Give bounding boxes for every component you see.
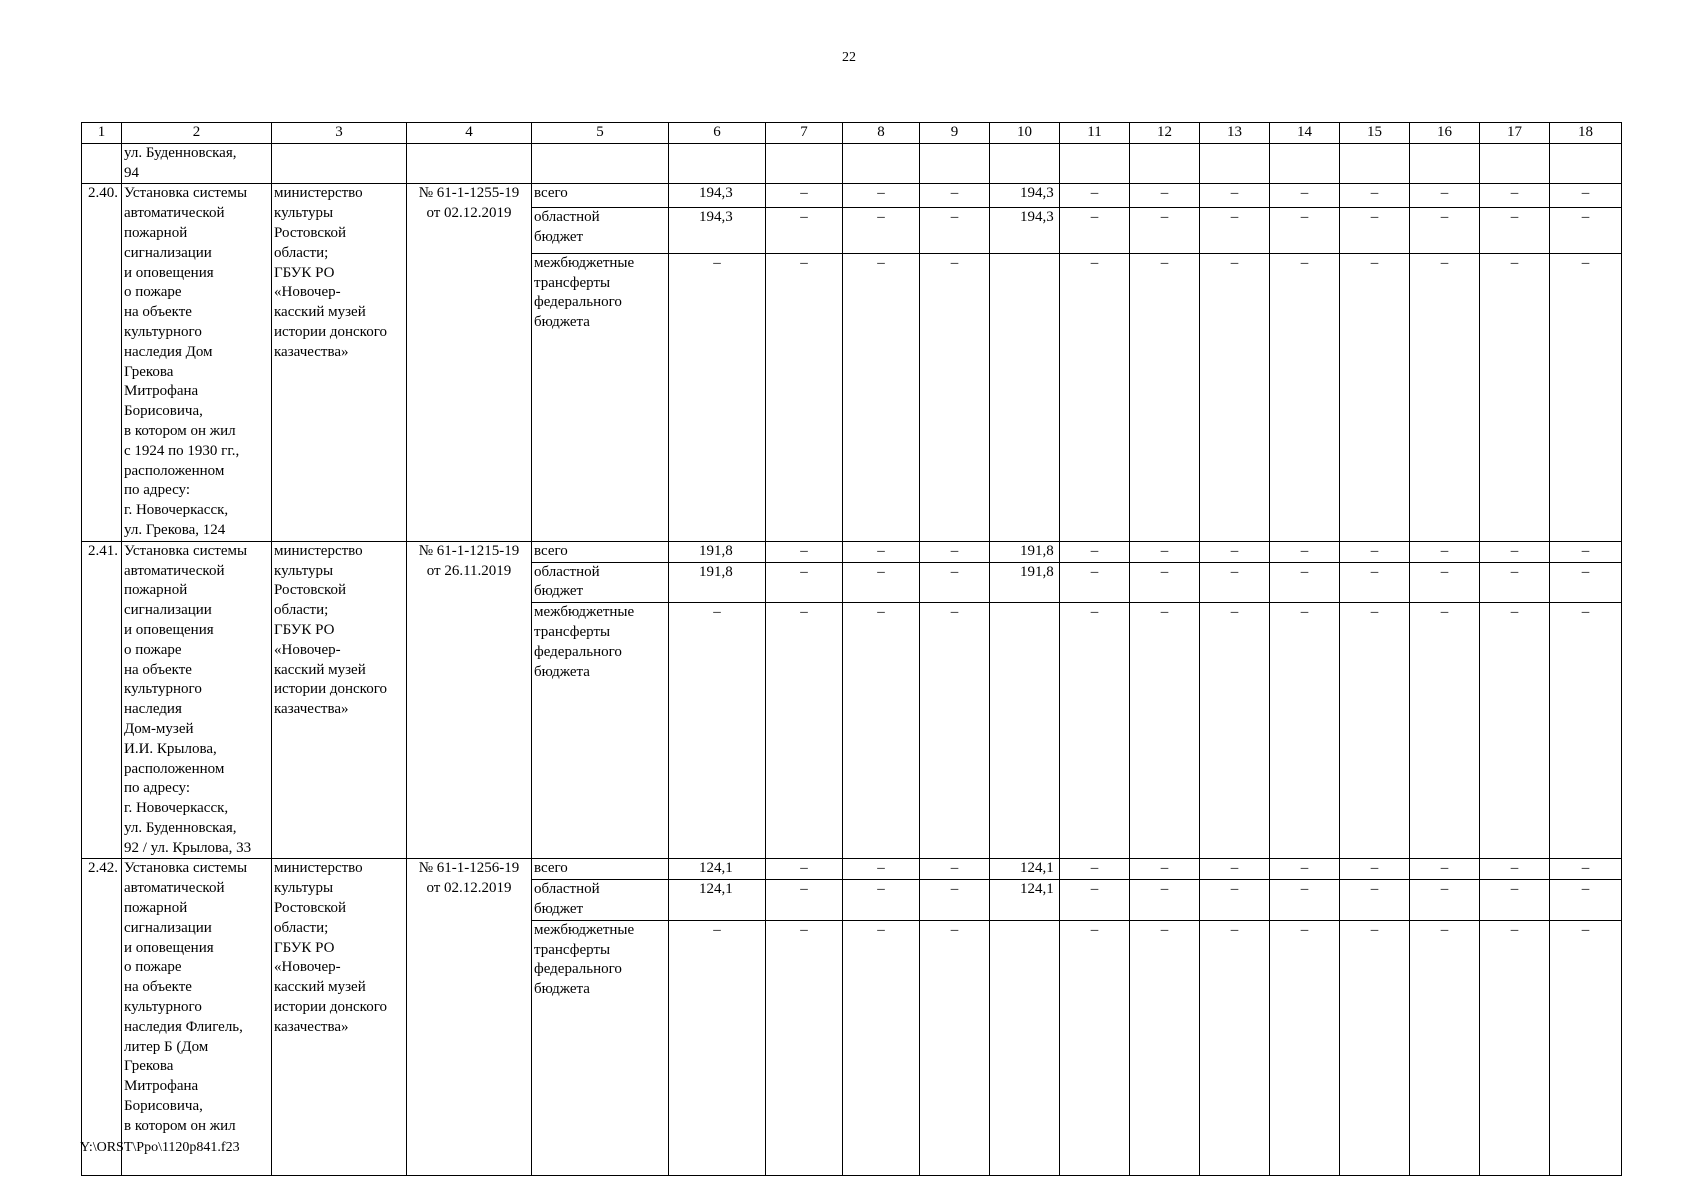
- column-number-header: 6: [669, 123, 766, 144]
- value-cell: –: [766, 880, 843, 921]
- value-cell: –: [1060, 859, 1130, 880]
- row-number: 2.42.: [82, 859, 122, 1175]
- column-number-header: 9: [920, 123, 990, 144]
- value-cell: –: [1340, 562, 1410, 603]
- value-cell: –: [1270, 184, 1340, 207]
- funding-source: областной бюджет: [532, 207, 669, 253]
- value-cell: 191,8: [669, 562, 766, 603]
- row-number: 2.41.: [82, 541, 122, 859]
- value-cell: –: [1550, 880, 1622, 921]
- row-organization: министерство культуры Ростовской области; ГБУК РО «Новочер- касский музей истории донского казачества»: [272, 541, 407, 859]
- value-cell: –: [1410, 184, 1480, 207]
- value-cell: –: [843, 603, 920, 859]
- value-cell: –: [1270, 920, 1340, 1175]
- value-cell: –: [1410, 253, 1480, 541]
- value-cell: –: [1270, 253, 1340, 541]
- value-cell: –: [1480, 253, 1550, 541]
- value-cell: –: [1130, 184, 1200, 207]
- value-cell: –: [766, 859, 843, 880]
- column-number-header: 10: [990, 123, 1060, 144]
- value-cell: –: [843, 184, 920, 207]
- value-cell: –: [843, 541, 920, 562]
- value-cell: –: [1270, 541, 1340, 562]
- value-cell: –: [843, 562, 920, 603]
- value-cell: –: [1340, 541, 1410, 562]
- column-number-header: 18: [1550, 123, 1622, 144]
- value-cell: 191,8: [669, 541, 766, 562]
- value-cell: 194,3: [669, 207, 766, 253]
- value-cell: –: [1340, 920, 1410, 1175]
- funding-source: областной бюджет: [532, 880, 669, 921]
- row-organization: министерство культуры Ростовской области; ГБУК РО «Новочер- касский музей истории донского казачества»: [272, 859, 407, 1175]
- value-cell: –: [1060, 603, 1130, 859]
- funding-source: межбюджетные трансферты федерального бюджета: [532, 920, 669, 1175]
- value-cell: –: [1200, 880, 1270, 921]
- funding-source: всего: [532, 859, 669, 880]
- value-cell: –: [766, 920, 843, 1175]
- value-cell: 124,1: [669, 859, 766, 880]
- value-cell: 191,8: [990, 562, 1060, 603]
- column-number-header: 15: [1340, 123, 1410, 144]
- continuation-description: ул. Буденновская, 94: [122, 143, 272, 184]
- value-cell: –: [843, 253, 920, 541]
- value-cell: 124,1: [990, 859, 1060, 880]
- value-cell: –: [766, 541, 843, 562]
- value-cell: –: [1060, 562, 1130, 603]
- value-cell: –: [1480, 184, 1550, 207]
- value-cell: –: [1060, 184, 1130, 207]
- value-cell: –: [1480, 920, 1550, 1175]
- value-cell: –: [1340, 859, 1410, 880]
- value-cell: 124,1: [990, 880, 1060, 921]
- row-description: Установка системы автоматической пожарной сигнализации и оповещения о пожаре на объекте культурного наследия Дом-музей И.И. Крылова, расположенном по адресу: г. Новочеркасск, ул. Буденновская, 92 / ул. Крылова, 33: [122, 541, 272, 859]
- footer-file-path: Y:\ORST\Ppo\1120p841.f23: [80, 1140, 240, 1155]
- value-cell: –: [1340, 603, 1410, 859]
- value-cell: –: [1130, 253, 1200, 541]
- value-cell: –: [1480, 541, 1550, 562]
- value-cell: –: [843, 207, 920, 253]
- value-cell: –: [766, 603, 843, 859]
- value-cell: –: [1130, 880, 1200, 921]
- value-cell: –: [1060, 253, 1130, 541]
- value-cell: –: [1410, 207, 1480, 253]
- value-cell: –: [1270, 562, 1340, 603]
- value-cell: –: [1550, 541, 1622, 562]
- value-cell: –: [1200, 920, 1270, 1175]
- column-number-header: 1: [82, 123, 122, 144]
- column-number-header: 2: [122, 123, 272, 144]
- value-cell: –: [1340, 184, 1410, 207]
- value-cell: –: [669, 253, 766, 541]
- table-row: [82, 859, 1622, 880]
- value-cell: 124,1: [669, 880, 766, 921]
- value-cell: –: [920, 184, 990, 207]
- value-cell: –: [669, 603, 766, 859]
- value-cell: –: [1410, 880, 1480, 921]
- value-cell: –: [920, 603, 990, 859]
- funding-source: межбюджетные трансферты федерального бюджета: [532, 603, 669, 859]
- value-cell: –: [843, 880, 920, 921]
- value-cell: –: [1410, 562, 1480, 603]
- column-number-header: 12: [1130, 123, 1200, 144]
- value-cell: –: [1130, 920, 1200, 1175]
- column-number-header: 4: [407, 123, 532, 144]
- value-cell: –: [1130, 562, 1200, 603]
- value-cell: –: [1480, 859, 1550, 880]
- value-cell: –: [1410, 541, 1480, 562]
- funding-source: областной бюджет: [532, 562, 669, 603]
- value-cell: –: [920, 859, 990, 880]
- value-cell: [990, 603, 1060, 859]
- value-cell: –: [1130, 207, 1200, 253]
- value-cell: –: [669, 920, 766, 1175]
- funding-source: всего: [532, 184, 669, 207]
- value-cell: –: [766, 207, 843, 253]
- value-cell: –: [1550, 253, 1622, 541]
- value-cell: –: [766, 253, 843, 541]
- value-cell: –: [1200, 184, 1270, 207]
- value-cell: –: [1130, 859, 1200, 880]
- value-cell: –: [1550, 207, 1622, 253]
- value-cell: –: [1200, 253, 1270, 541]
- value-cell: –: [843, 859, 920, 880]
- value-cell: –: [843, 920, 920, 1175]
- table-row: [82, 184, 1622, 207]
- value-cell: –: [1480, 562, 1550, 603]
- row-description: Установка системы автоматической пожарной сигнализации и оповещения о пожаре на объекте культурного наследия Дом Грекова Митрофана Борисовича, в котором он жил с 1924 по 1930 гг., расположенном по адресу: г. Новочеркасск, ул. Грекова, 124: [122, 184, 272, 541]
- column-number-header: 16: [1410, 123, 1480, 144]
- value-cell: –: [1200, 603, 1270, 859]
- value-cell: –: [1130, 541, 1200, 562]
- value-cell: –: [1550, 859, 1622, 880]
- value-cell: –: [1060, 920, 1130, 1175]
- value-cell: –: [1480, 603, 1550, 859]
- column-number-header: 11: [1060, 123, 1130, 144]
- row-document: № 61-1-1215-19 от 26.11.2019: [407, 541, 532, 859]
- row-description: Установка системы автоматической пожарной сигнализации и оповещения о пожаре на объекте культурного наследия Флигель, литер Б (Дом Грекова Митрофана Борисовича, в котором он жил: [122, 859, 272, 1175]
- column-number-header: 14: [1270, 123, 1340, 144]
- value-cell: –: [766, 562, 843, 603]
- budget-table: [81, 122, 1622, 1176]
- value-cell: 191,8: [990, 541, 1060, 562]
- value-cell: –: [1270, 207, 1340, 253]
- funding-source: всего: [532, 541, 669, 562]
- value-cell: –: [1410, 920, 1480, 1175]
- funding-source: межбюджетные трансферты федерального бюджета: [532, 253, 669, 541]
- value-cell: –: [1270, 859, 1340, 880]
- value-cell: –: [1550, 184, 1622, 207]
- value-cell: –: [920, 920, 990, 1175]
- value-cell: –: [920, 562, 990, 603]
- column-number-header: 5: [532, 123, 669, 144]
- value-cell: [990, 920, 1060, 1175]
- row-document: № 61-1-1256-19 от 02.12.2019: [407, 859, 532, 1175]
- value-cell: 194,3: [990, 184, 1060, 207]
- value-cell: –: [1060, 880, 1130, 921]
- row-document: № 61-1-1255-19 от 02.12.2019: [407, 184, 532, 541]
- value-cell: –: [920, 880, 990, 921]
- value-cell: –: [1550, 920, 1622, 1175]
- column-number-header: 17: [1480, 123, 1550, 144]
- column-number-header: 7: [766, 123, 843, 144]
- value-cell: –: [1480, 880, 1550, 921]
- value-cell: –: [1480, 207, 1550, 253]
- value-cell: –: [1270, 603, 1340, 859]
- value-cell: –: [1060, 207, 1130, 253]
- value-cell: –: [1340, 880, 1410, 921]
- value-cell: –: [1340, 253, 1410, 541]
- value-cell: –: [1410, 603, 1480, 859]
- value-cell: –: [920, 207, 990, 253]
- column-number-header: 3: [272, 123, 407, 144]
- value-cell: –: [1130, 603, 1200, 859]
- value-cell: –: [766, 184, 843, 207]
- table-row: [82, 541, 1622, 562]
- value-cell: –: [1550, 603, 1622, 859]
- column-number-header: 13: [1200, 123, 1270, 144]
- value-cell: –: [1200, 859, 1270, 880]
- value-cell: –: [1200, 541, 1270, 562]
- value-cell: –: [920, 541, 990, 562]
- value-cell: –: [1060, 541, 1130, 562]
- value-cell: [990, 253, 1060, 541]
- row-organization: министерство культуры Ростовской области; ГБУК РО «Новочер- касский музей истории донского казачества»: [272, 184, 407, 541]
- column-number-row: [82, 123, 1622, 144]
- value-cell: –: [1410, 859, 1480, 880]
- column-number-header: 8: [843, 123, 920, 144]
- value-cell: –: [1200, 562, 1270, 603]
- value-cell: –: [1550, 562, 1622, 603]
- continuation-row: [82, 143, 1622, 184]
- value-cell: 194,3: [990, 207, 1060, 253]
- page-number: 22: [842, 50, 856, 65]
- value-cell: 194,3: [669, 184, 766, 207]
- row-number: 2.40.: [82, 184, 122, 541]
- value-cell: –: [1200, 207, 1270, 253]
- value-cell: –: [920, 253, 990, 541]
- value-cell: –: [1340, 207, 1410, 253]
- value-cell: –: [1270, 880, 1340, 921]
